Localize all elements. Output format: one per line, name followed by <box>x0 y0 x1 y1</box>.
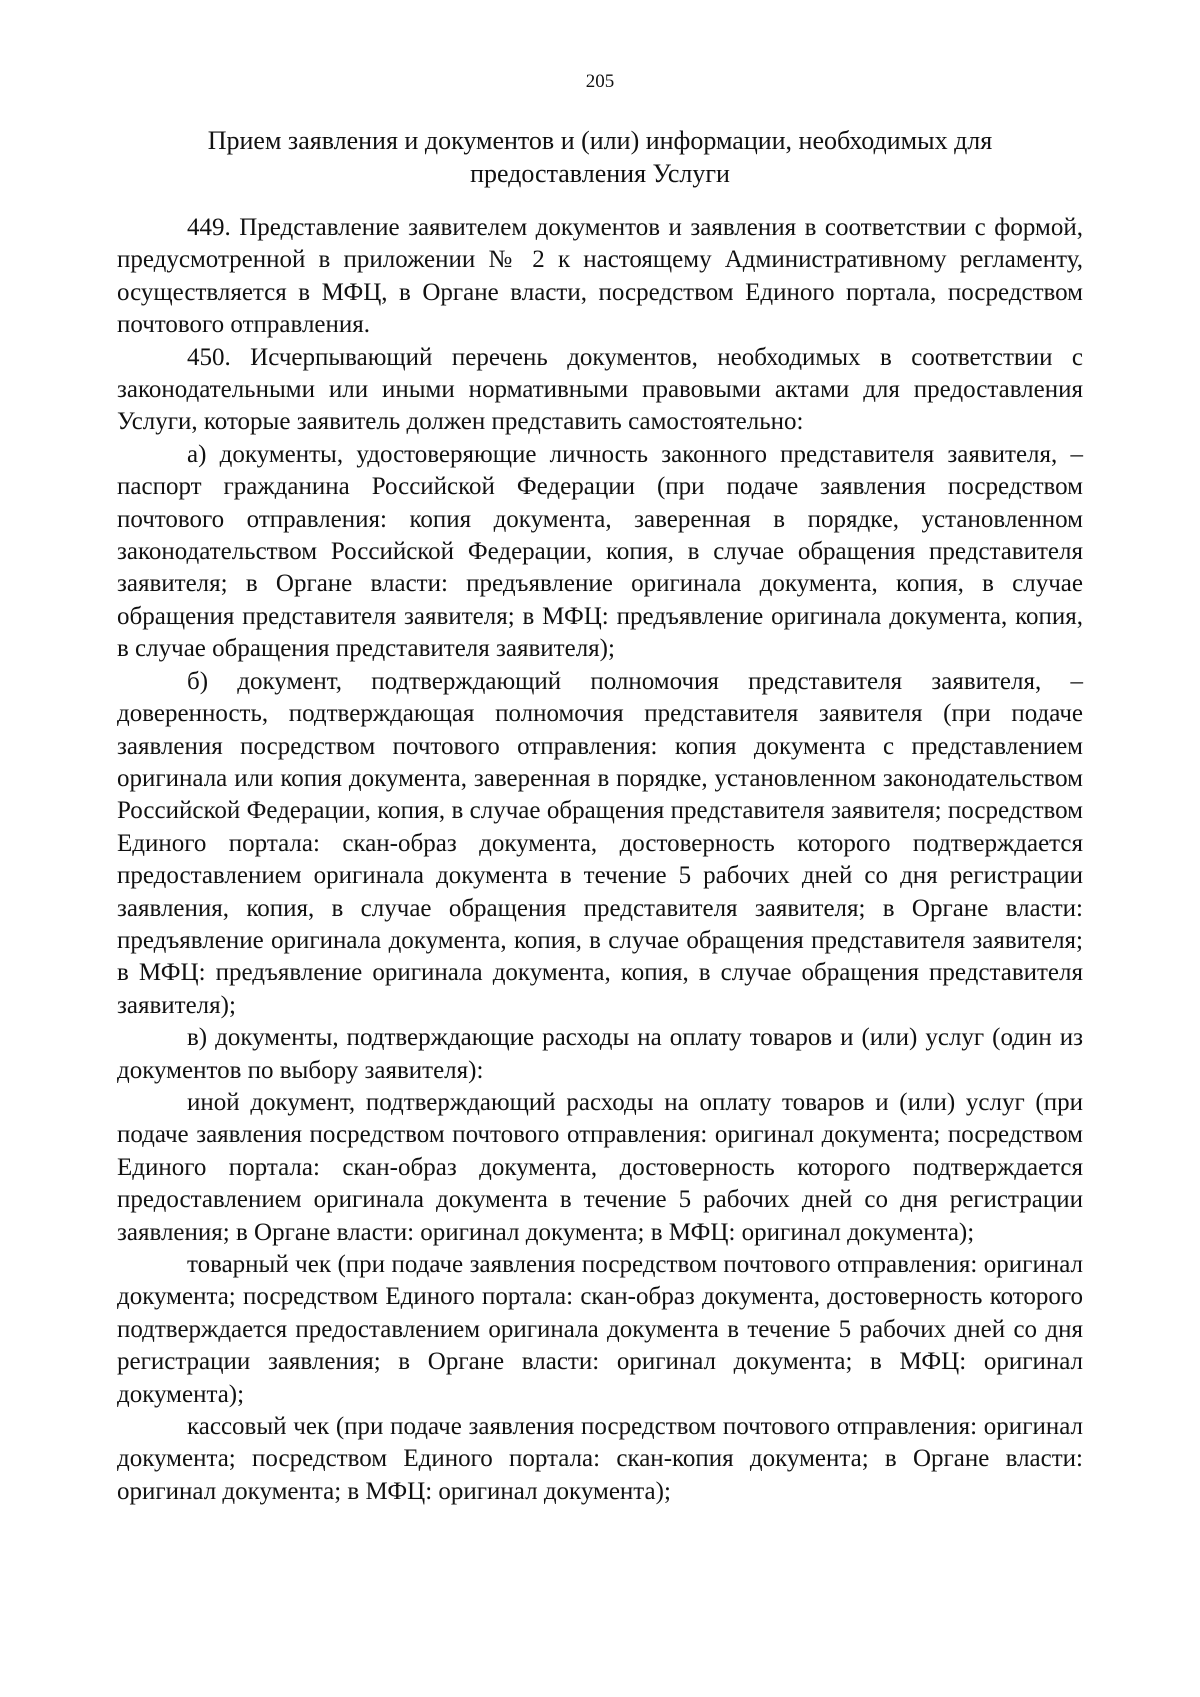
paragraph-sales-receipt: товарный чек (при подаче заявления посредством почтового отправления: оригинал документа; посредством Единого портала: скан-образ документа, достоверность которого подтверждается предоставлением оригинала документа в течение 5 рабочих дней со дня регистрации заявления; в Органе власти: оригинал документа; в МФЦ: оригинал документа); <box>117 1251 1083 1408</box>
paragraph-cash-receipt: кассовый чек (при подаче заявления посредством почтового отправления: оригинал документа; посредством Единого портала: скан-копия документа; в Органе власти: оригинал документа; в МФЦ: оригинал документа); <box>117 1413 1083 1505</box>
paragraph-450: 450. Исчерпывающий перечень документов, необходимых в соответствии с законодательными или иными нормативными правовыми актами для предоставления Услуги, которые заявитель должен представить самостоятельно: <box>117 343 1083 436</box>
page-number: 205 <box>585 71 615 92</box>
paragraph-item-b: б) документ, подтверждающий полномочия представителя заявителя, – доверенность, подтверждающая полномочия представителя заявителя (при подаче заявления посредством почтового отправления: копия документа с представлением оригинала или копия документа, заверенная в порядке, установленном законодательством Российской Федерации, копия, в случае обращения представителя заявителя; посредством Единого портала: скан-образ документа, достоверность которого подтверждается предоставлением оригинала документа в течение 5 рабочих дней со дня регистрации заявления, копия, в случае обращения представителя заявителя; в Органе власти: предъявление оригинала документа, копия, в случае обращения представителя заявителя; в МФЦ: предъявление оригинала документа, копия, в случае обращения представителя заявителя); <box>117 667 1083 1019</box>
paragraph-449: 449. Представление заявителем документов и заявления в соответствии с формой, предусмотренной в приложении № 2 к настоящему Административному регламенту, осуществляется в МФЦ, в Органе власти, посредством Единого портала, посредством почтового отправления. <box>117 214 1083 339</box>
paragraph-other-document: иной документ, подтверждающий расходы на оплату товаров и (или) услуг (при подаче заявления посредством почтового отправления: оригинал документа; посредством Единого портала: скан-образ документа, достоверность которого подтверждается предоставлением оригинала документа в течение 5 рабочих дней со дня регистрации заявления; в Органе власти: оригинал документа; в МФЦ: оригинал документа); <box>117 1088 1083 1246</box>
paragraph-item-a: а) документы, удостоверяющие личность законного представителя заявителя, – паспорт гражданина Российской Федерации (при подаче заявления посредством почтового отправления: копия документа, заверенная в порядке, установленном законодательством Российской Федерации, копия, в случае обращения представителя заявителя; в Органе власти: предъявление оригинала документа, копия, в случае обращения представителя заявителя; в МФЦ: предъявление оригинала документа, копия, в случае обращения представителя заявителя); <box>117 440 1083 663</box>
section-heading: Прием заявления и документов и (или) информации, необходимых для предоставления Услуги <box>207 126 993 188</box>
paragraph-item-v: в) документы, подтверждающие расходы на оплату товаров и (или) услуг (один из документов по выбору заявителя): <box>117 1024 1083 1084</box>
document-body <box>117 212 1083 1508</box>
